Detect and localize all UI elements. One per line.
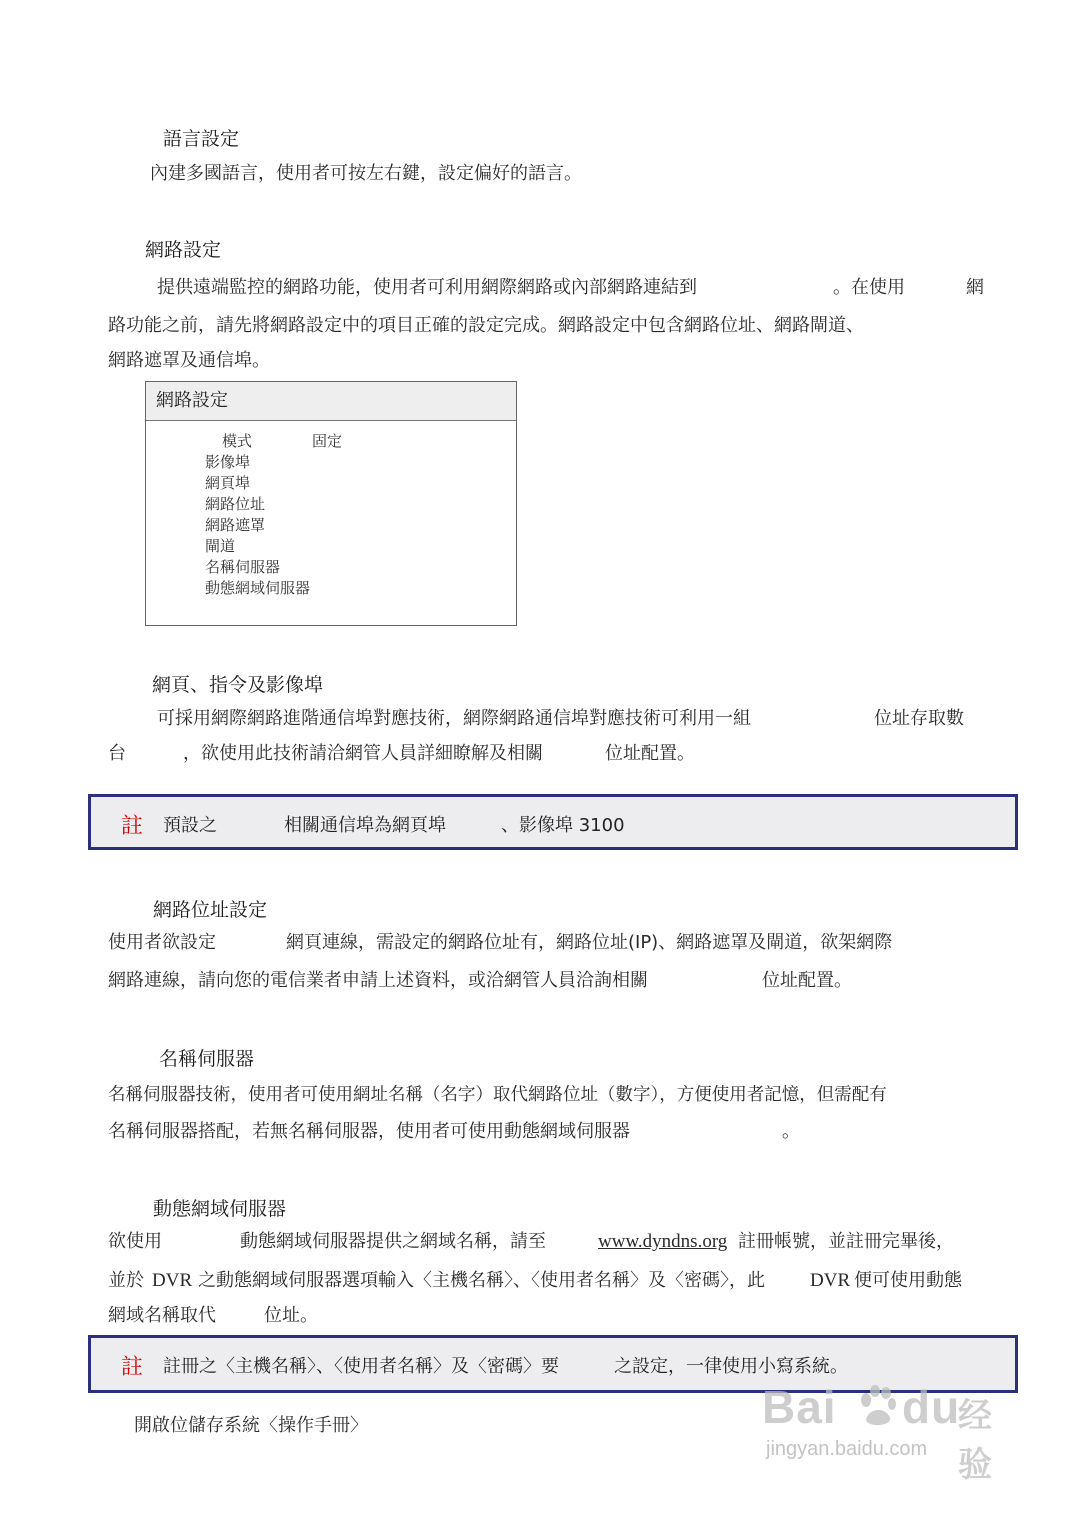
language-heading: 語言設定: [163, 128, 240, 150]
menu-item-netmask: 網路遮罩: [205, 516, 266, 534]
menu-mode-value: 固定: [312, 432, 343, 450]
language-body: 內建多國語言，使用者可按左右鍵，設定偏好的語言。: [150, 163, 582, 184]
ddns-line1b: 動態網域伺服器提供之網域名稱，請至: [240, 1231, 546, 1252]
network-line1c: 網: [966, 277, 984, 298]
dns-line2b: 。: [782, 1121, 800, 1142]
network-heading: 網路設定: [145, 239, 222, 261]
menu-item-web-port: 網頁埠: [205, 474, 251, 492]
menu-item-video-port: 影像埠: [205, 453, 251, 471]
menu-mode-label: 模式: [222, 432, 253, 450]
ddns-line2a: 並於: [108, 1270, 144, 1291]
ip-heading: 網路位址設定: [153, 899, 268, 921]
menu-item-ip-address: 網路位址: [205, 495, 266, 513]
ip-line2a: 網路連線，請向您的電信業者申請上述資料，或洽網管人員洽詢相關: [108, 970, 648, 991]
menu-title: 網路設定: [146, 382, 516, 421]
ddns-line2e: 便可使用動態: [854, 1270, 962, 1291]
menu-item-dns: 名稱伺服器: [205, 558, 281, 576]
menu-item-ddns: 動態網域伺服器: [205, 579, 311, 597]
note1-text-c: 、影像埠 3100: [501, 815, 625, 836]
ddns-line1c: 註冊帳號，並註冊完畢後，: [738, 1231, 954, 1252]
dns-heading: 名稱伺服器: [159, 1048, 255, 1070]
note2-text-a: 註冊之〈主機名稱〉、〈使用者名稱〉及〈密碼〉要: [163, 1356, 559, 1377]
watermark-logo-cn: 经验: [958, 1397, 993, 1484]
ports-line2b: ，欲使用此技術請洽網管人員詳細瞭解及相關: [183, 743, 543, 764]
ddns-line3a: 網域名稱取代: [108, 1305, 216, 1326]
network-settings-menu: [145, 381, 517, 626]
watermark-logo-right: du: [902, 1381, 961, 1433]
ddns-heading: 動態網域伺服器: [153, 1198, 287, 1220]
ip-line2b: 位址配置。: [762, 970, 852, 991]
ddns-line2d-dvr: DVR: [810, 1270, 851, 1291]
network-line2: 路功能之前，請先將網路設定中的項目正確的設定完成。網路設定中包含網路位址、網路閘道、: [108, 315, 864, 336]
dyndns-link[interactable]: www.dyndns.org: [598, 1231, 728, 1252]
ports-line2c: 位址配置。: [605, 743, 695, 764]
ddns-line1a: 欲使用: [108, 1231, 162, 1252]
ports-line1a: 可採用網際網路進階通信埠對應技術，網際網路通信埠對應技術可利用一組: [157, 708, 751, 729]
network-line1a: 提供遠端監控的網路功能，使用者可利用網際網路或內部網路連結到: [157, 277, 697, 298]
network-line3: 網路遮罩及通信埠。: [108, 350, 270, 371]
baidu-watermark: [762, 1380, 1022, 1484]
note-icon: 註: [121, 1355, 144, 1380]
ports-line1b: 位址存取數: [874, 708, 964, 729]
ddns-line3b: 位址。: [264, 1305, 318, 1326]
paw-icon: [858, 1384, 898, 1428]
note-box-ports: [88, 794, 1018, 850]
note2-text-b: 之設定，一律使用小寫系統。: [614, 1356, 848, 1377]
ip-line1b: 網頁連線，需設定的網路位址有，網路位址(IP)、網路遮罩及閘道，欲架網際: [286, 932, 893, 953]
watermark-url: jingyan.baidu.com: [766, 1438, 928, 1460]
dns-line1: 名稱伺服器技術，使用者可使用網址名稱（名字）取代網路位址（數字），方便使用者記憶，但需配有: [108, 1085, 887, 1105]
ports-heading: 網頁、指令及影像埠: [152, 674, 324, 696]
note1-text-a: 預設之: [163, 815, 217, 836]
footer-text: 開啟位儲存系統〈操作手冊〉: [134, 1415, 368, 1436]
ddns-line2c: 之動態網域伺服器選項輸入〈主機名稱〉、〈使用者名稱〉及〈密碼〉，此: [198, 1270, 765, 1291]
menu-item-gateway: 閘道: [205, 537, 236, 555]
ip-line1a: 使用者欲設定: [108, 932, 216, 953]
note-icon: 註: [121, 814, 144, 839]
note1-text-b: 相關通信埠為網頁埠: [284, 815, 446, 836]
dns-line2a: 名稱伺服器搭配，若無名稱伺服器，使用者可使用動態網域伺服器: [108, 1121, 630, 1142]
watermark-logo-left: Bai: [762, 1381, 837, 1433]
ports-line2a: 台: [108, 743, 126, 764]
ddns-line2b-dvr: DVR: [152, 1270, 193, 1291]
network-line1b: 。在使用: [833, 277, 905, 298]
